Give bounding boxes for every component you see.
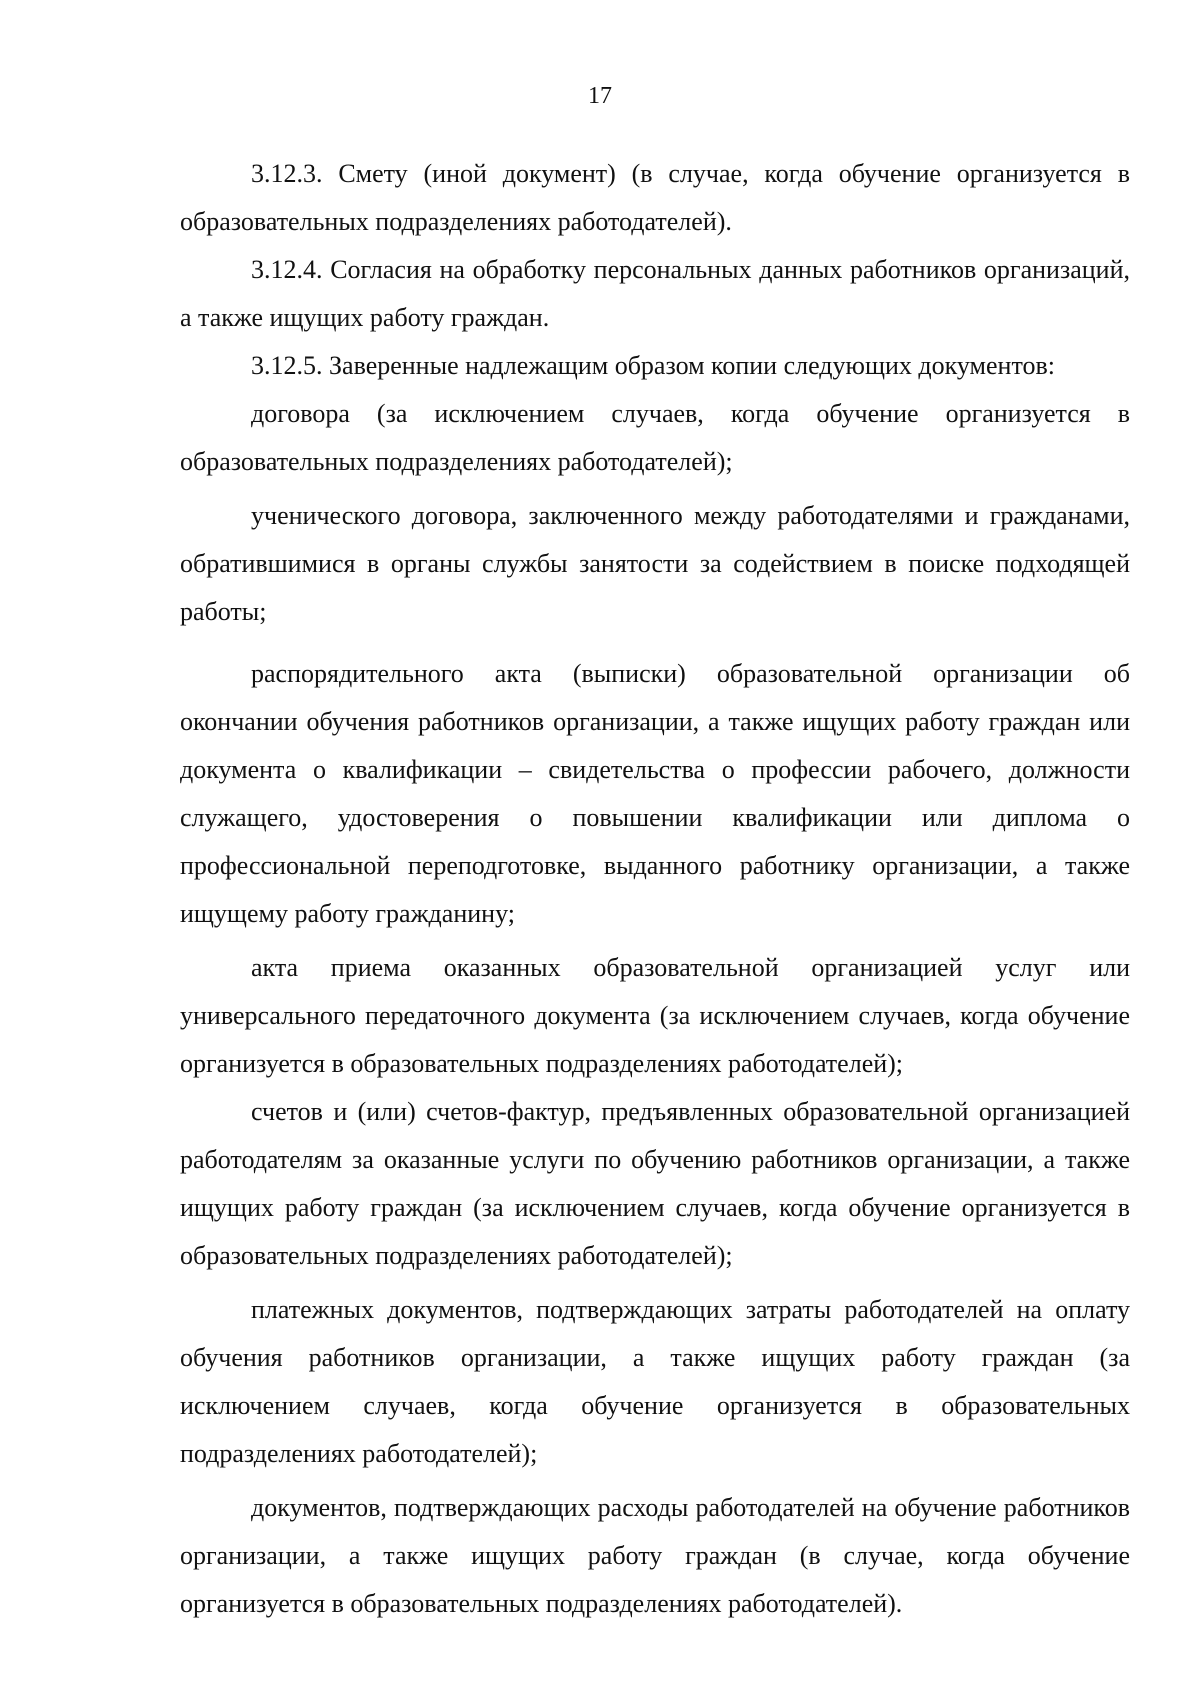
- document-body: [180, 150, 1130, 1628]
- paragraph-3-12-4: 3.12.4. Согласия на обработку персональных данных работников организаций, а также ищущих работу граждан.: [180, 255, 1130, 332]
- list-item-payment-documents: платежных документов, подтверждающих затраты работодателей на оплату обучения работников организации, а также ищущих работу граждан (за исключением случаев, когда обучение организуется в образовательных подразделениях работодателей);: [180, 1295, 1130, 1468]
- list-item-administrative-act: распорядительного акта (выписки) образовательной организации об окончании обучения работников организации, а также ищущих работу граждан или документа о квалификации – свидетельства о профессии рабочего, должности служащего, удостоверения о повышении квалификации или диплома о профессиональной переподготовке, выданного работнику организации, а также ищущему работу гражданину;: [180, 659, 1130, 928]
- paragraph-3-12-3: 3.12.3. Смету (иной документ) (в случае, когда обучение организуется в образовательных подразделениях работодателей).: [180, 159, 1130, 236]
- list-item-acceptance-act: акта приема оказанных образовательной организацией услуг или универсального передаточного документа (за исключением случаев, когда обучение организуется в образовательных подразделениях работодателей);: [180, 953, 1130, 1078]
- list-item-expense-documents: документов, подтверждающих расходы работодателей на обучение работников организации, а также ищущих работу граждан (в случае, когда обучение организуется в образовательных подразделениях работодателей).: [180, 1493, 1130, 1618]
- list-item-invoices: счетов и (или) счетов-фактур, предъявленных образовательной организацией работодателям за оказанные услуги по обучению работников организации, а также ищущих работу граждан (за исключением случаев, когда обучение организуется в образовательных подразделениях работодателей);: [180, 1097, 1130, 1270]
- list-item-apprentice-contract: ученического договора, заключенного между работодателями и гражданами, обратившимися в органы службы занятости за содействием в поиске подходящей работы;: [180, 501, 1130, 626]
- paragraph-3-12-5: 3.12.5. Заверенные надлежащим образом копии следующих документов:: [251, 351, 1055, 380]
- list-item-contract: договора (за исключением случаев, когда обучение организуется в образовательных подразделениях работодателей);: [180, 399, 1130, 476]
- page-number: 17: [588, 83, 612, 109]
